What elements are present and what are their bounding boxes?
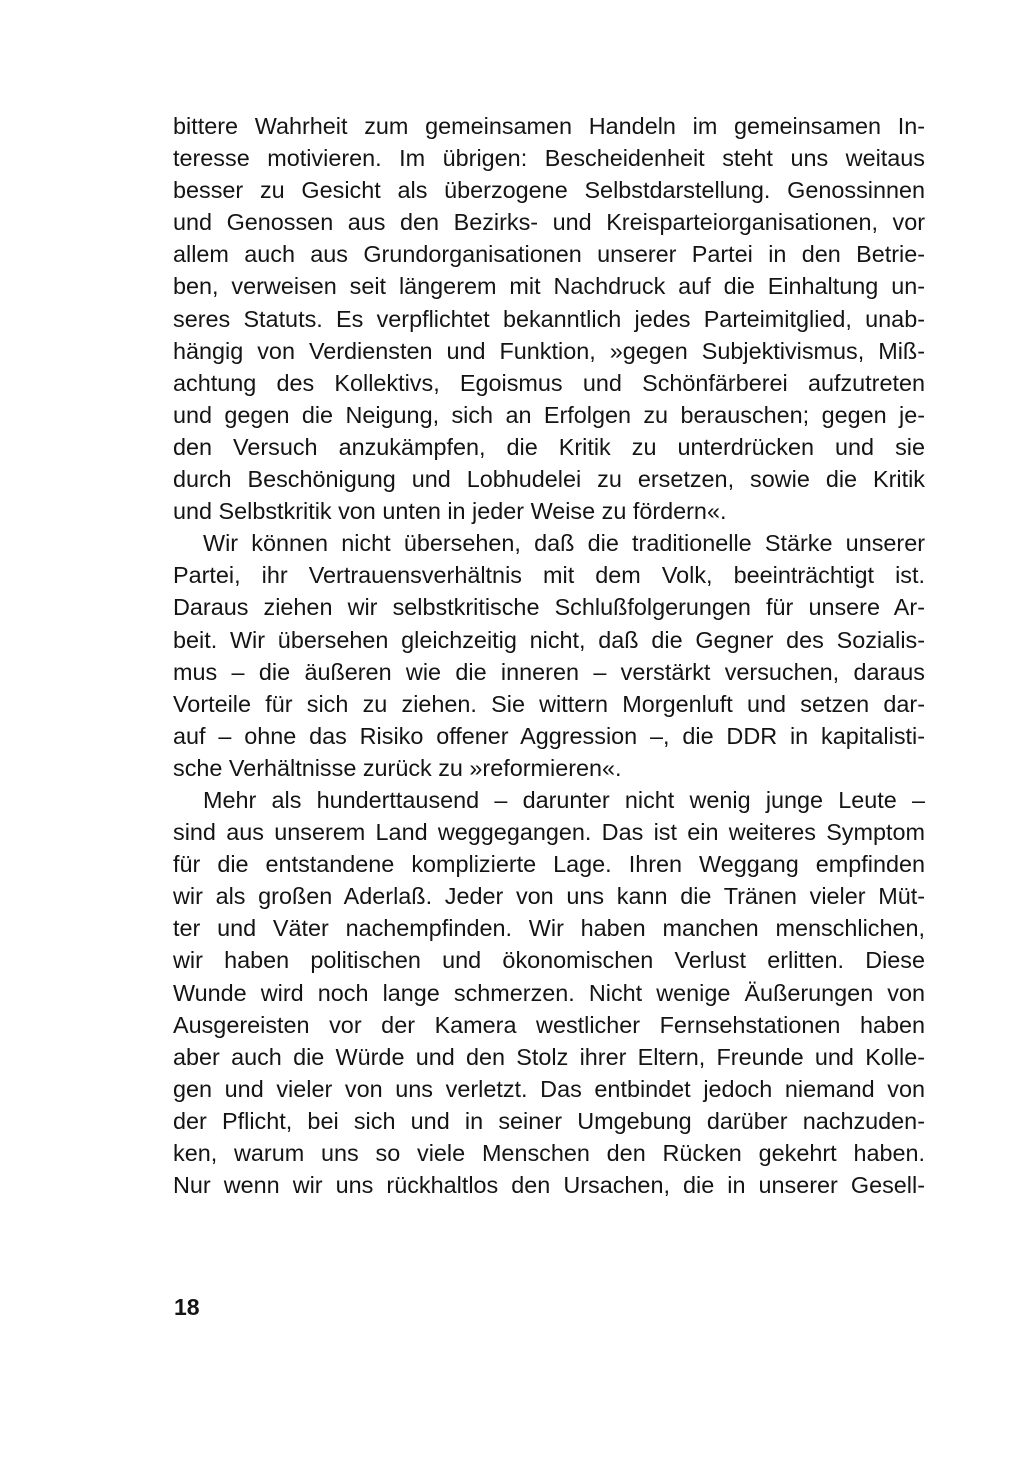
text-line: durch Beschönigung und Lobhudelei zu ersetzen, sowie die Kritik bbox=[173, 466, 925, 493]
text-line: Mehr als hunderttausend – darunter nicht wenig junge Leute – bbox=[203, 786, 925, 813]
paragraph-2 bbox=[173, 527, 925, 784]
text-line: auf – ohne das Risiko offener Aggression –, die DDR in kapitalisti- bbox=[173, 722, 925, 749]
body-text bbox=[173, 110, 925, 1201]
text-line: teresse motivieren. Im übrigen: Bescheidenheit steht uns weitaus bbox=[173, 145, 925, 172]
text-line: bittere Wahrheit zum gemeinsamen Handeln im gemeinsamen In- bbox=[173, 113, 925, 139]
text-line: und gegen die Neigung, sich an Erfolgen zu berauschen; gegen je- bbox=[173, 401, 925, 428]
text-line: ben, verweisen seit längerem mit Nachdruck auf die Einhaltung un- bbox=[173, 273, 925, 300]
text-line: ter und Väter nachempfinden. Wir haben manchen menschlichen, bbox=[173, 915, 925, 942]
text-line: allem auch aus Grundorganisationen unserer Partei in den Betrie- bbox=[173, 241, 925, 268]
text-line: hängig von Verdiensten und Funktion, »gegen Subjektivismus, Miß- bbox=[173, 337, 925, 364]
text-line: und Selbstkritik von unten in jeder Weise zu fördern«. bbox=[173, 498, 727, 525]
text-line: besser zu Gesicht als überzogene Selbstdarstellung. Genossinnen bbox=[173, 177, 925, 204]
text-line: Vorteile für sich zu ziehen. Sie wittern Morgenluft und setzen dar- bbox=[173, 690, 925, 717]
paragraph-1 bbox=[173, 110, 925, 527]
text-line: sind aus unserem Land weggegangen. Das ist ein weiteres Symptom bbox=[173, 819, 925, 846]
text-line: Partei, ihr Vertrauensverhältnis mit dem Volk, beeinträchtigt ist. bbox=[173, 562, 925, 589]
text-line: gen und vieler von uns verletzt. Das entbindet jedoch niemand von bbox=[173, 1075, 925, 1102]
text-line: Daraus ziehen wir selbstkritische Schlußfolgerungen für unsere Ar- bbox=[173, 594, 925, 621]
text-line: mus – die äußeren wie die inneren – verstärkt versuchen, daraus bbox=[173, 658, 925, 685]
text-line: sche Verhältnisse zurück zu »reformieren«. bbox=[173, 754, 622, 781]
text-line: aber auch die Würde und den Stolz ihrer Eltern, Freunde und Kolle- bbox=[173, 1043, 925, 1070]
text-line: achtung des Kollektivs, Egoismus und Schönfärberei aufzutreten bbox=[173, 369, 925, 396]
text-line: ken, warum uns so viele Menschen den Rücken gekehrt haben. bbox=[173, 1140, 925, 1166]
text-line: Wir können nicht übersehen, daß die traditionelle Stärke unserer bbox=[203, 530, 925, 557]
text-line: für die entstandene komplizierte Lage. Ihren Weggang empfinden bbox=[173, 851, 925, 878]
text-line: der Pflicht, bei sich und in seiner Umgebung darüber nachzuden- bbox=[173, 1107, 925, 1134]
page-number: 18 bbox=[174, 1294, 200, 1320]
text-line: wir haben politischen und ökonomischen Verlust erlitten. Diese bbox=[173, 947, 925, 974]
text-line: und Genossen aus den Bezirks- und Kreisparteiorganisationen, vor bbox=[173, 209, 925, 236]
text-line: Wunde wird noch lange schmerzen. Nicht wenige Äußerungen von bbox=[173, 979, 925, 1006]
text-line: seres Statuts. Es verpflichtet bekanntlich jedes Parteimitglied, unab- bbox=[173, 305, 925, 332]
text-line: Ausgereisten vor der Kamera westlicher Fernsehstationen haben bbox=[173, 1011, 925, 1038]
text-line: beit. Wir übersehen gleichzeitig nicht, daß die Gegner des Sozialis- bbox=[173, 626, 925, 653]
text-line: Nur wenn wir uns rückhaltlos den Ursachen, die in unserer Gesell- bbox=[173, 1172, 925, 1199]
text-line: wir als großen Aderlaß. Jeder von uns kann die Tränen vieler Müt- bbox=[173, 883, 925, 910]
paragraph-3 bbox=[173, 784, 925, 1201]
text-line: den Versuch anzukämpfen, die Kritik zu unterdrücken und sie bbox=[173, 433, 925, 460]
